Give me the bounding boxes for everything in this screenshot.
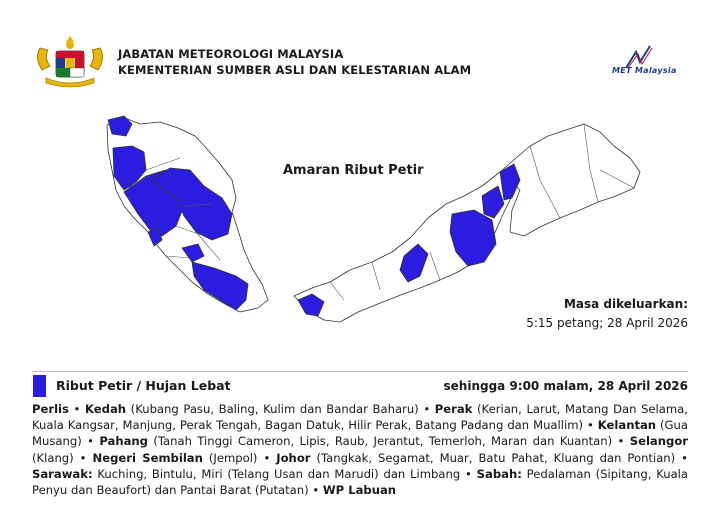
area-separator: • xyxy=(257,450,277,465)
met-logo-text: MET Malaysia xyxy=(612,66,677,75)
affected-areas xyxy=(32,401,688,498)
agency-line-2: KEMENTERIAN SUMBER ASLI DAN KELESTARIAN ALAM xyxy=(118,63,472,77)
area-detail: (Kubang Pasu, Baling, Kulim dan Bandar Baharu) xyxy=(130,402,419,416)
area-state: Pahang xyxy=(99,434,148,449)
issued-time: 5:15 petang; 28 April 2026 xyxy=(526,316,688,330)
coat-of-arms-icon xyxy=(32,34,108,88)
area-separator: • xyxy=(460,466,477,481)
warning-category: Ribut Petir / Hujan Lebat xyxy=(56,378,231,393)
area-state: Perlis xyxy=(32,402,69,416)
area-state: Sarawak: xyxy=(32,466,93,481)
warning-legend-swatch xyxy=(33,375,46,397)
area-state: Negeri Sembilan xyxy=(92,450,203,465)
area-state: Perak xyxy=(434,402,473,416)
area-detail: (Tangkak, Segamat, Muar, Batu Pahat, Kluang dan Pontian) xyxy=(316,450,676,465)
map-title: Amaran Ribut Petir xyxy=(283,163,424,178)
area-state: Kelantan xyxy=(597,418,657,433)
issued-label: Masa dikeluarkan: xyxy=(563,297,688,311)
valid-until: sehingga 9:00 malam, 28 April 2026 xyxy=(443,379,688,393)
area-state: WP Labuan xyxy=(322,483,397,498)
area-detail: (Gua Musang) xyxy=(32,418,688,449)
area-detail: (Tanah Tinggi Cameron, Lipis, Raub, Jerantut, Temerloh, Maran dan Kuantan) xyxy=(153,434,613,449)
area-separator: • xyxy=(73,450,93,465)
area-separator: • xyxy=(418,402,435,416)
area-state: Kedah xyxy=(85,402,127,416)
page-header xyxy=(0,0,720,95)
area-detail: Kuching, Bintulu, Miri (Telang Usan dan Marudi) dan Limbang xyxy=(97,466,461,481)
agency-name xyxy=(118,46,471,78)
area-detail: (Jempol) xyxy=(208,450,258,465)
area-detail: Pedalaman (Sipitang, Kuala Penyu dan Beaufort) dan Pantai Barat (Putatan) xyxy=(32,466,689,498)
area-state: Sabah: xyxy=(476,466,522,481)
area-separator: • xyxy=(68,402,86,416)
area-detail: (Klang) xyxy=(32,450,74,465)
area-separator: • xyxy=(308,483,323,498)
divider xyxy=(32,371,688,372)
area-separator: • xyxy=(583,418,598,433)
area-separator: • xyxy=(81,434,100,449)
area-state: Selangor xyxy=(629,434,688,449)
area-separator: • xyxy=(675,450,689,465)
area-detail: (Kerian, Larut, Matang Dan Selama, Kuala Kangsar, Manjung, Perak Tengah, Bagan Datuk, Hilir Perak, Batang Padang dan Muallim) xyxy=(32,402,688,433)
area-state: Johor xyxy=(276,450,311,465)
agency-line-1: JABATAN METEOROLOGI MALAYSIA xyxy=(118,47,344,61)
area-separator: • xyxy=(612,434,630,449)
